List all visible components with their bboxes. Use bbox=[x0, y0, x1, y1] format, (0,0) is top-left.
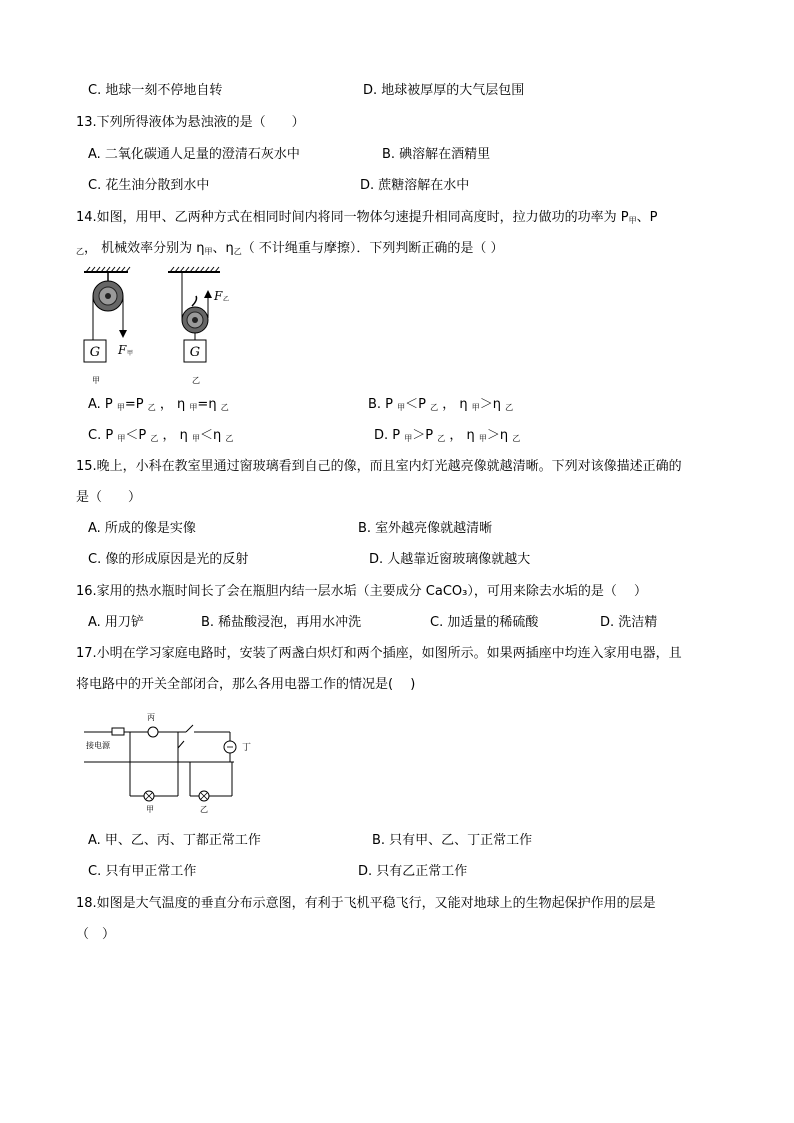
figure-label-right: 乙 bbox=[192, 376, 200, 385]
q12-option-d: D. 地球被厚厚的大气层包围 bbox=[363, 83, 525, 98]
q13-option-c: C. 花生油分散到水中 bbox=[88, 178, 210, 193]
q16-option-c: C. 加适量的稀硫酸 bbox=[430, 615, 539, 630]
force-left-sub: 甲 bbox=[127, 350, 134, 357]
q14-option-b: B. P 甲＜P 乙 ， η 甲＞η 乙 bbox=[368, 397, 514, 412]
q16-stem: 16.家用的热水瓶时间长了会在瓶胆内结一层水垢（主要成分 CaCO₃），可用来除去水垢的是（ ） bbox=[76, 584, 648, 599]
q14-stem-line1: 14.如图，用甲、乙两种方式在相同时间内将同一物体匀速提升相同高度时，拉力做功的功率为 P甲、P bbox=[76, 210, 658, 225]
q15-stem-line2: 是（ ） bbox=[76, 490, 142, 505]
q16-option-b: B. 稀盐酸浸泡，再用水冲洗 bbox=[201, 615, 362, 630]
q15-stem-line1: 15.晚上，小科在教室里通过窗玻璃看到自己的像，而且室内灯光越亮像就越清晰。下列对该像描述正确的 bbox=[76, 459, 682, 474]
q14-option-c: C. P 甲＜P 乙 ， η 甲＜η 乙 bbox=[88, 428, 234, 443]
q14-option-d: D. P 甲＞P 乙 ， η 甲＞η 乙 bbox=[374, 428, 521, 443]
q17-stem-line1: 17.小明在学习家庭电路时，安装了两盏白炽灯和两个插座，如图所示。如果两插座中均连入家用电器，且 bbox=[76, 646, 682, 661]
q15-option-d: D. 人越靠近窗玻璃像就越大 bbox=[369, 552, 531, 567]
outlet-bing-label: 丙 bbox=[147, 713, 155, 722]
q17-option-b: B. 只有甲、乙、丁正常工作 bbox=[372, 833, 533, 848]
lamp-jia-label: 甲 bbox=[146, 805, 154, 814]
q17-option-a: A. 甲、乙、丙、丁都正常工作 bbox=[88, 833, 261, 848]
q16-option-a: A. 用刀铲 bbox=[88, 615, 144, 630]
q17-option-c: C. 只有甲正常工作 bbox=[88, 864, 197, 879]
box-label-right: G bbox=[189, 345, 201, 360]
q13-option-a: A. 二氧化碳通人足量的澄清石灰水中 bbox=[88, 147, 300, 162]
force-right-label: F bbox=[214, 289, 223, 303]
power-source-label: 接电源 bbox=[86, 741, 110, 750]
q13-option-d: D. 蔗糖溶解在水中 bbox=[360, 178, 470, 193]
q17-option-d: D. 只有乙正常工作 bbox=[358, 864, 468, 879]
force-right-sub: 乙 bbox=[223, 296, 230, 303]
q13-option-b: B. 碘溶解在酒精里 bbox=[382, 147, 491, 162]
circuit-figure bbox=[82, 710, 252, 816]
q14-stem-line2: 乙， 机械效率分别为 η甲、η乙（ 不计绳重与摩擦）．下列判断正确的是（ ） bbox=[76, 241, 504, 256]
q15-option-a: A. 所成的像是实像 bbox=[88, 521, 196, 536]
q14-option-a: A. P 甲=P 乙 ， η 甲=η 乙 bbox=[88, 397, 229, 412]
q17-stem-line2: 将电路中的开关全部闭合，那么各用电器工作的情况是( ) bbox=[76, 677, 416, 692]
figure-label-left: 甲 bbox=[92, 376, 100, 385]
outlet-ding-label: 丁 bbox=[242, 743, 252, 753]
q15-option-c: C. 像的形成原因是光的反射 bbox=[88, 552, 249, 567]
q18-stem-line1: 18.如图是大气温度的垂直分布示意图，有利于飞机平稳飞行，又能对地球上的生物起保护作用的层是 bbox=[76, 896, 656, 911]
force-left-label: F bbox=[118, 343, 127, 357]
q16-option-d: D. 洗洁精 bbox=[600, 615, 658, 630]
q12-option-c: C. 地球一刻不停地自转 bbox=[88, 83, 223, 98]
lamp-yi-label: 乙 bbox=[200, 805, 208, 814]
pulley-figure bbox=[80, 266, 260, 388]
box-label-left: G bbox=[89, 345, 101, 360]
q13-stem: 13.下列所得液体为悬浊液的是（ ） bbox=[76, 115, 305, 130]
q18-stem-line2: （ ） bbox=[76, 927, 116, 942]
q15-option-b: B. 室外越亮像就越清晰 bbox=[358, 521, 493, 536]
